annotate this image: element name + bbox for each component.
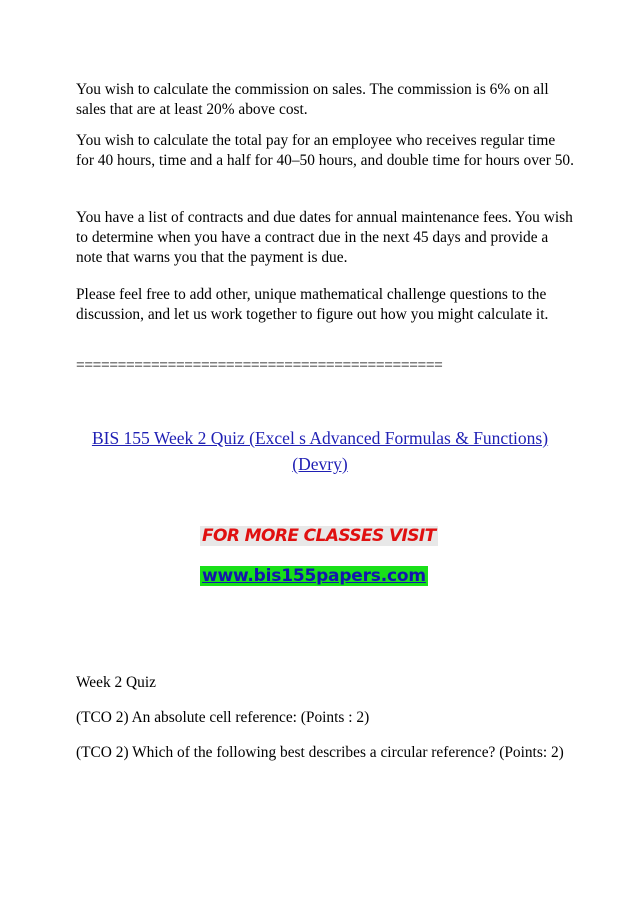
promo-visit-text: FOR MORE CLASSES VISIT: [202, 526, 436, 546]
separator-line: ============================================: [76, 357, 443, 374]
paragraph-discussion: Please feel free to add other, unique mathematical challenge questions to the discussion, and let us work together to figure out how you might calculate it.: [76, 286, 549, 323]
quiz-question: (TCO 2) An absolute cell reference: (Points : 2): [76, 709, 370, 726]
promo-url-link[interactable]: www.bis155papers.com: [202, 566, 426, 586]
quiz-heading-link[interactable]: BIS 155 Week 2 Quiz (Excel s Advanced Formulas & Functions) (Devry): [91, 428, 549, 474]
quiz-question: (TCO 2) Which of the following best describes a circular reference? (Points: 2): [76, 744, 564, 761]
paragraph-contracts: You have a list of contracts and due dates for annual maintenance fees. You wish to determine when you have a contract due in the next 45 days and provide a note that warns you that the payment is due.: [76, 209, 573, 266]
promo-visit-banner: [200, 523, 438, 549]
promo-url-banner[interactable]: [200, 563, 428, 589]
paragraph-commission: You wish to calculate the commission on sales. The commission is 6% on all sales that are at least 20% above cost.: [76, 81, 549, 118]
quiz-title: Week 2 Quiz: [76, 674, 156, 691]
paragraph-total-pay: You wish to calculate the total pay for an employee who receives regular time for 40 hours, time and a half for 40–50 hours, and double time for hours over 50.: [76, 132, 574, 169]
